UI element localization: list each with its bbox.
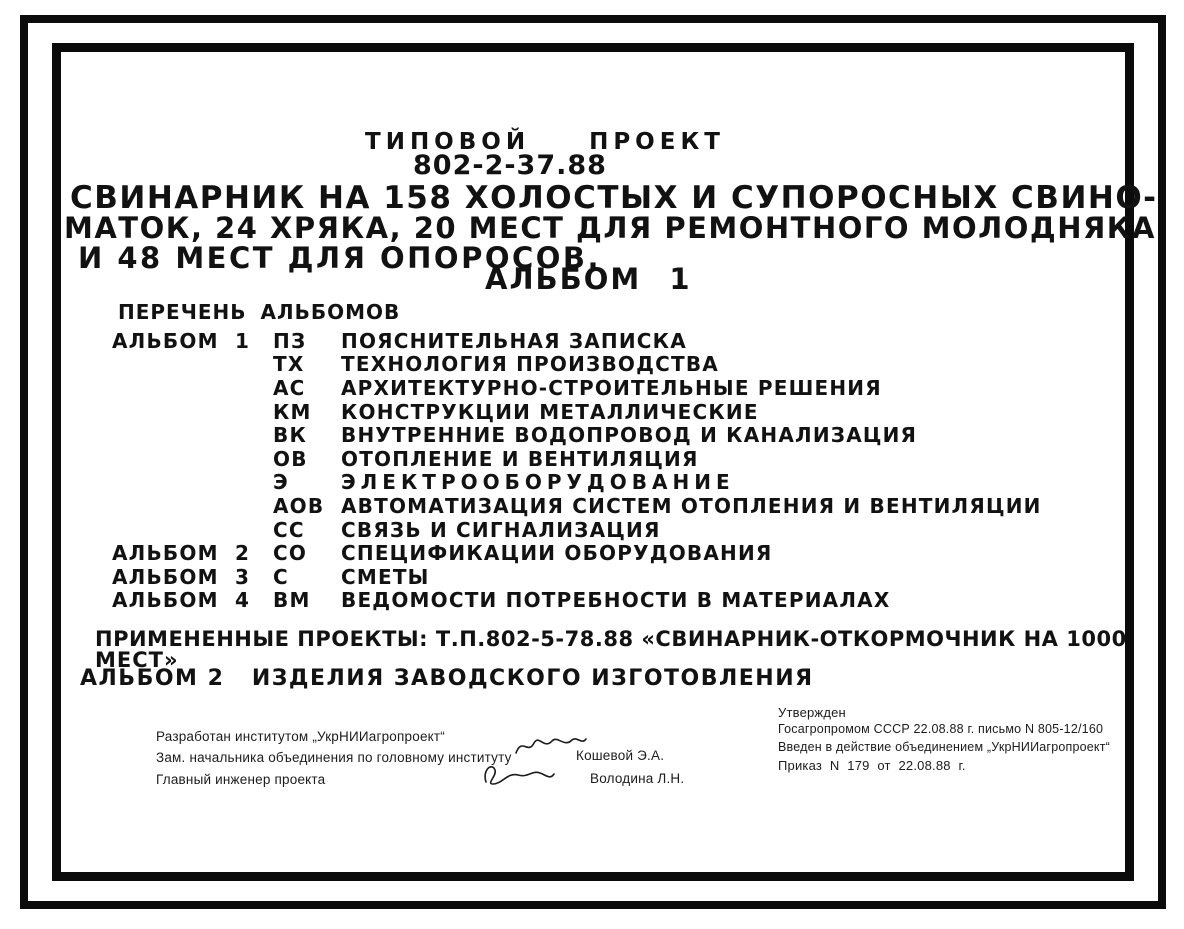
project-title-line-3: И 48 МЕСТ ДЛЯ ОПОРОСОВ.: [78, 241, 602, 275]
project-title-line-1: СВИНАРНИК НА 158 ХОЛОСТЫХ И СУПОРОСНЫХ СВИНО-: [70, 180, 1158, 216]
album-label: АЛЬБОМ 2: [112, 541, 251, 566]
album-label: АЛЬБОМ 3: [112, 564, 251, 589]
album-row: [112, 565, 1112, 589]
section-title: ЭЛЕКТРООБОРУДОВАНИЕ: [341, 470, 735, 495]
approved-by-line: Госагропромом СССР 22.08.88 г. письмо N 805-12/160: [778, 722, 1104, 736]
section-code: ТХ: [273, 352, 305, 377]
section-title: АВТОМАТИЗАЦИЯ СИСТЕМ ОТОПЛЕНИЯ И ВЕНТИЛЯЦИИ: [341, 493, 1042, 518]
album-row: [112, 329, 1112, 353]
section-code: С: [273, 564, 289, 589]
document-type-label: ТИПОВОЙ ПРОЕКТ: [365, 129, 725, 155]
section-title: КОНСТРУКЦИИ МЕТАЛЛИЧЕСКИЕ: [341, 399, 759, 424]
album-row: [112, 447, 1112, 471]
section-code: Э: [273, 470, 289, 495]
put-into-effect-line: Введен в действие объединением „УкрНИИагропроект“: [778, 740, 1111, 754]
album-label: АЛЬБОМ 4: [112, 588, 251, 613]
section-code: АС: [273, 375, 306, 400]
album-number-heading: АЛЬБОМ 1: [485, 262, 692, 296]
section-code: АОВ: [273, 493, 325, 518]
chief-engineer-name: Володина Л.Н.: [590, 771, 685, 786]
chief-engineer-line: Главный инженер проекта: [156, 772, 326, 787]
project-number: 802-2-37.88: [413, 150, 607, 181]
deputy-head-line: Зам. начальника объединения по головному институту: [156, 750, 512, 765]
deputy-head-name: Кошевой Э.А.: [576, 748, 665, 763]
album-row: [112, 541, 1112, 565]
section-title: СМЕТЫ: [341, 564, 430, 589]
section-code: ПЗ: [273, 328, 307, 353]
album-2-contents-line: АЛЬБОМ 2 ИЗДЕЛИЯ ЗАВОДСКОГО ИЗГОТОВЛЕНИЯ: [80, 666, 814, 691]
section-title: ПОЯСНИТЕЛЬНАЯ ЗАПИСКА: [341, 328, 687, 353]
section-title: АРХИТЕКТУРНО-СТРОИТЕЛЬНЫЕ РЕШЕНИЯ: [341, 375, 882, 400]
section-title: СПЕЦИФИКАЦИИ ОБОРУДОВАНИЯ: [341, 541, 773, 566]
applied-projects-line-2: МЕСТ»: [95, 648, 179, 672]
album-row: [112, 494, 1112, 518]
album-row: [112, 353, 1112, 377]
order-number-line: Приказ N 179 от 22.08.88 г.: [778, 758, 966, 773]
album-row: [112, 518, 1112, 542]
section-title: ВНУТРЕННИЕ ВОДОПРОВОД И КАНАЛИЗАЦИЯ: [341, 423, 918, 448]
signature-deputy-head-icon: [512, 733, 588, 763]
approved-label: Утвержден: [778, 705, 846, 720]
developed-by-line: Разработан институтом „УкрНИИагропроект“: [156, 729, 445, 744]
applied-projects-line-1: ПРИМЕНЕННЫЕ ПРОЕКТЫ: Т.П.802-5-78.88 «СВИНАРНИК-ОТКОРМОЧНИК НА 1000: [95, 627, 1127, 651]
section-code: СО: [273, 541, 308, 566]
album-row: [112, 589, 1112, 613]
section-code: ВМ: [273, 588, 311, 613]
album-row: [112, 423, 1112, 447]
album-row: [112, 400, 1112, 424]
section-code: ВК: [273, 423, 307, 448]
section-title: ВЕДОМОСТИ ПОТРЕБНОСТИ В МАТЕРИАЛАХ: [341, 588, 891, 613]
section-title: ОТОПЛЕНИЕ И ВЕНТИЛЯЦИЯ: [341, 446, 699, 471]
album-label: АЛЬБОМ 1: [112, 328, 251, 353]
albums-list: [112, 329, 1112, 612]
section-code: СС: [273, 517, 305, 542]
album-row: [112, 376, 1112, 400]
section-code: КМ: [273, 399, 312, 424]
section-title: СВЯЗЬ И СИГНАЛИЗАЦИЯ: [341, 517, 661, 542]
album-row: [112, 471, 1112, 495]
albums-list-heading: ПЕРЕЧЕНЬ АЛЬБОМОВ: [118, 300, 401, 324]
section-code: ОВ: [273, 446, 308, 471]
section-title: ТЕХНОЛОГИЯ ПРОИЗВОДСТВА: [341, 352, 719, 377]
signature-chief-engineer-icon: [478, 760, 556, 792]
project-title-line-2: МАТОК, 24 ХРЯКА, 20 МЕСТ ДЛЯ РЕМОНТНОГО МОЛОДНЯКА: [64, 211, 1156, 245]
